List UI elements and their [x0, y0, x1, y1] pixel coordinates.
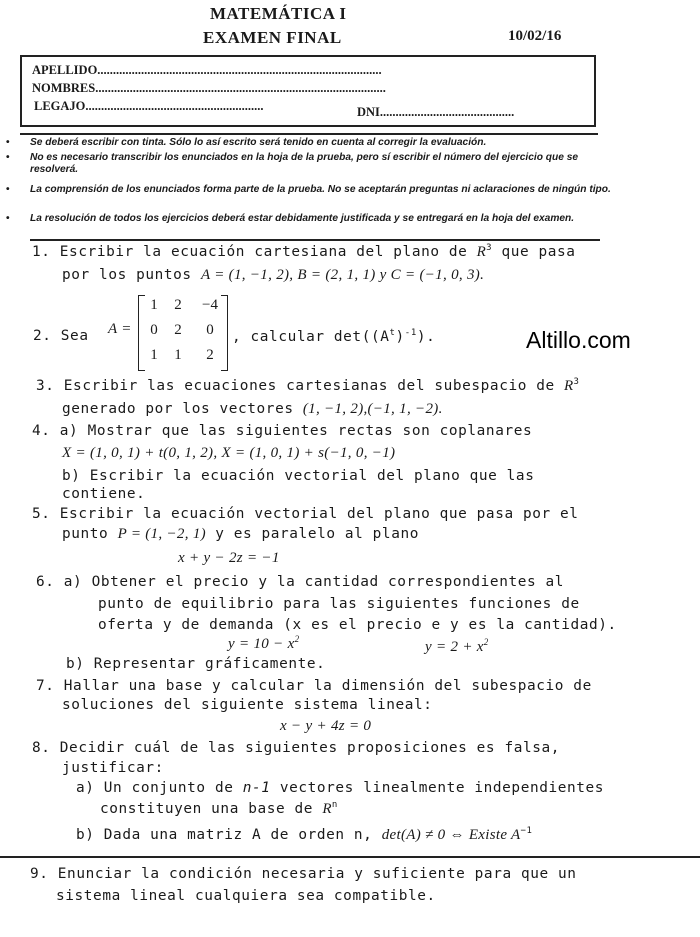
instruction-2: • No es necesario transcribir los enunciados en la hoja de la prueba, pero sí escribir el número del ejercicio que se resolverá.	[6, 152, 579, 175]
exercise-6-line-3: oferta y de demanda (x es el precio e y es la cantidad).	[98, 617, 617, 633]
matrix-cell: 2	[174, 322, 182, 338]
exercise-9-line-1: 9. Enunciar la condición necesaria y suficiente para que un	[30, 866, 577, 882]
matrix-cell: 0	[206, 322, 214, 338]
exercise-3-line-1: 3. Escribir las ecuaciones cartesianas del subespacio de $R^3$	[36, 377, 580, 394]
exercise-4-b-line-2: contiene.	[62, 486, 146, 502]
exercise-8-a-line-2: constituyen una base de $R^n$	[100, 800, 338, 817]
matrix-cell: 1	[174, 347, 182, 363]
instruction-1: • Se deberá escribir con tinta. Sólo lo así escrito será tenido en cuenta al corregir la evaluación.	[6, 137, 487, 148]
exercise-8-line-2: justificar:	[62, 760, 164, 776]
divider	[30, 239, 600, 241]
matrix-cell: 1	[150, 297, 158, 313]
matrix-cell: 1	[150, 347, 158, 363]
exercise-6-line-1: 6. a) Obtener el precio y la cantidad correspondientes al	[36, 574, 565, 590]
matrix-cell: −4	[202, 297, 218, 313]
apellido-field[interactable]: APELLIDO...........................................................................................	[32, 63, 382, 77]
divider	[20, 133, 598, 135]
demand-equation: $y = 2 + x^2$	[425, 637, 489, 655]
instruction-4: • La resolución de todos los ejercicios deberá estar debidamente justificada y se entregará en la hoja del examen.	[6, 213, 575, 224]
exercise-8-a-line-1: a) Un conjunto de n-1 vectores linealmente independientes	[76, 780, 605, 796]
exam-title: EXAMEN FINAL	[203, 28, 342, 47]
exercise-5-math: x + y − 2z = −1	[178, 550, 280, 566]
exercise-5-line-2: punto P = (1, −2, 1) y es paralelo al plano	[62, 526, 419, 542]
instruction-3: • La comprensión de los enunciados forma parte de la prueba. No se aceptarán preguntas ni aclaraciones de ningún tipo.	[6, 184, 611, 195]
matrix-name: A =	[108, 321, 132, 337]
exercise-6-b: b) Representar gráficamente.	[66, 656, 326, 672]
course-title: MATEMÁTICA I	[210, 4, 347, 23]
exercise-9-line-2: sistema lineal cualquiera sea compatible.	[56, 888, 436, 904]
exercise-5-line-1: 5. Escribir la ecuación vectorial del plano que pasa por el	[32, 506, 579, 522]
student-info-box	[20, 55, 596, 127]
nombres-field[interactable]: NOMBRES.............................................................................................	[32, 81, 386, 95]
exercise-8-b: b) Dada una matriz A de orden n, det(A) ≠ 0 ⇔ Existe $A^{-1}$	[76, 826, 533, 843]
exercise-1-line-2: por los puntos A = (1, −1, 2), B = (2, 1, 1) y C = (−1, 0, 3).	[62, 267, 485, 283]
matrix-A	[138, 295, 228, 369]
exercise-7-math: x − y + 4z = 0	[280, 718, 372, 734]
exercise-4-b-line-1: b) Escribir la ecuación vectorial del plano que las	[62, 468, 535, 484]
exercise-3-line-2: generado por los vectores (1, −1, 2),(−1, 1, −2).	[62, 401, 443, 417]
exam-date: 10/02/16	[508, 28, 562, 44]
exercise-4-math: X = (1, 0, 1) + t(0, 1, 2), X = (1, 0, 1) + s(−1, 0, −1)	[62, 445, 396, 461]
exercise-4-a: 4. a) Mostrar que las siguientes rectas son coplanares	[32, 423, 533, 439]
matrix-cell: 2	[206, 347, 214, 363]
supply-equation: $y = 10 - x^2$	[228, 634, 300, 652]
exercise-1-line-1: 1. Escribir la ecuación cartesiana del plano de $R^3$ que pasa	[32, 243, 576, 260]
exercise-6-line-2: punto de equilibrio para las siguientes funciones de	[98, 596, 580, 612]
watermark: Altillo.com	[526, 327, 631, 353]
exercise-7-line-1: 7. Hallar una base y calcular la dimensión del subespacio de	[36, 678, 592, 694]
matrix-cell: 0	[150, 322, 158, 338]
exercise-7-line-2: soluciones del siguiente sistema lineal:	[62, 697, 433, 713]
exercise-8-line-1: 8. Decidir cuál de las siguientes proposiciones es falsa,	[32, 740, 561, 756]
exercise-2-text: , calcular $\det((A^t)^{-1})$.	[232, 328, 436, 345]
divider	[0, 856, 700, 858]
dni-field[interactable]: DNI...........................................	[357, 105, 515, 119]
exercise-2-label: 2. Sea	[33, 328, 89, 344]
legajo-field[interactable]: LEGAJO.........................................................	[34, 99, 264, 113]
matrix-cell: 2	[174, 297, 182, 313]
